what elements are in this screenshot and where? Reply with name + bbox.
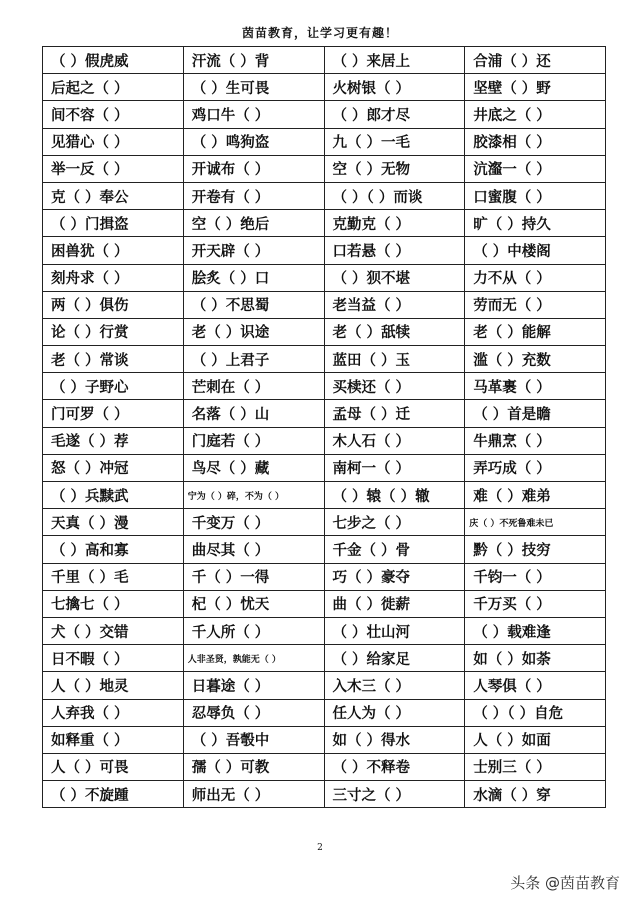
idiom-cell: 忍辱负（ ） xyxy=(183,699,324,726)
table-row xyxy=(43,672,606,699)
table-row xyxy=(43,373,606,400)
table-row xyxy=(43,47,606,74)
idiom-cell: 千变万（ ） xyxy=(183,509,324,536)
idiom-cell: （ ）鸣狗盗 xyxy=(183,128,324,155)
page-header: 茵苗教育，让学习更有趣！ xyxy=(241,26,398,40)
idiom-cell: 劳而无（ ） xyxy=(465,291,606,318)
idiom-cell: 沆瀣一（ ） xyxy=(465,155,606,182)
idiom-cell: 名落（ ）山 xyxy=(183,400,324,427)
idiom-cell: 入木三（ ） xyxy=(324,672,465,699)
idiom-cell: 开卷有（ ） xyxy=(183,182,324,209)
table-row xyxy=(43,74,606,101)
idiom-cell: 老（ ）能解 xyxy=(465,318,606,345)
idiom-cell: 孺（ ）可教 xyxy=(183,753,324,780)
table-row xyxy=(43,291,606,318)
table-row xyxy=(43,264,606,291)
table-body xyxy=(43,47,606,808)
idiom-cell: 千钧一（ ） xyxy=(465,563,606,590)
idiom-cell: 牛鼎烹（ ） xyxy=(465,427,606,454)
idiom-cell: 空（ ）绝后 xyxy=(183,210,324,237)
idiom-cell: 刻舟求（ ） xyxy=(43,264,184,291)
idiom-cell: 如（ ）如荼 xyxy=(465,645,606,672)
table-row xyxy=(43,726,606,753)
table-row xyxy=(43,536,606,563)
idiom-cell: 南柯一（ ） xyxy=(324,454,465,481)
idiom-cell: 合浦（ ）还 xyxy=(465,47,606,74)
idiom-cell: 弄巧成（ ） xyxy=(465,454,606,481)
idiom-cell: 老（ ）舐犊 xyxy=(324,318,465,345)
idiom-cell: （ ）狈不堪 xyxy=(324,264,465,291)
table-row xyxy=(43,101,606,128)
idiom-cell: 力不从（ ） xyxy=(465,264,606,291)
table-row xyxy=(43,509,606,536)
idiom-cell: 买椟还（ ） xyxy=(324,373,465,400)
idiom-cell: 开天辟（ ） xyxy=(183,237,324,264)
idiom-cell: （ ）郎才尽 xyxy=(324,101,465,128)
idiom-cell: 间不容（ ） xyxy=(43,101,184,128)
idiom-cell: （ ）不释卷 xyxy=(324,753,465,780)
idiom-cell: 杞（ ）忧天 xyxy=(183,590,324,617)
idiom-cell: （ ）上君子 xyxy=(183,346,324,373)
idiom-cell: 孟母（ ）迁 xyxy=(324,400,465,427)
idiom-cell: 九（ ）一毛 xyxy=(324,128,465,155)
idiom-cell: 老（ ）常谈 xyxy=(43,346,184,373)
idiom-cell: 芒刺在（ ） xyxy=(183,373,324,400)
idiom-cell: （ ）生可畏 xyxy=(183,74,324,101)
idiom-cell: （ ）辕（ ）辙 xyxy=(324,482,465,509)
idiom-cell: 黔（ ）技穷 xyxy=(465,536,606,563)
idiom-cell: 蓝田（ ）玉 xyxy=(324,346,465,373)
idiom-cell: 汗流（ ）背 xyxy=(183,47,324,74)
idiom-cell: 见猎心（ ） xyxy=(43,128,184,155)
table-row xyxy=(43,237,606,264)
idiom-cell: 木人石（ ） xyxy=(324,427,465,454)
idiom-cell: （ ）高和寡 xyxy=(43,536,184,563)
idiom-cell: 口若悬（ ） xyxy=(324,237,465,264)
idiom-cell: （ ）首是瞻 xyxy=(465,400,606,427)
idiom-cell: 日暮途（ ） xyxy=(183,672,324,699)
idiom-cell: 三寸之（ ） xyxy=(324,781,465,808)
idiom-cell: 脍炙（ ）口 xyxy=(183,264,324,291)
idiom-cell: 坚壁（ ）野 xyxy=(465,74,606,101)
idiom-cell: 人非圣贤，孰能无（ ） xyxy=(183,645,324,672)
idiom-cell: （ ）（ ）自危 xyxy=(465,699,606,726)
idiom-cell: 人（ ）地灵 xyxy=(43,672,184,699)
idiom-cell: 克勤克（ ） xyxy=(324,210,465,237)
idiom-cell: 七步之（ ） xyxy=(324,509,465,536)
table-row xyxy=(43,318,606,345)
idiom-cell: （ ）壮山河 xyxy=(324,617,465,644)
table-row xyxy=(43,753,606,780)
idiom-cell: （ ）载难逢 xyxy=(465,617,606,644)
table-row xyxy=(43,590,606,617)
idiom-cell: 天真（ ）漫 xyxy=(43,509,184,536)
idiom-cell: 门可罗（ ） xyxy=(43,400,184,427)
idiom-cell: 千人所（ ） xyxy=(183,617,324,644)
idiom-cell: 犬（ ）交错 xyxy=(43,617,184,644)
idiom-cell: 人（ ）可畏 xyxy=(43,753,184,780)
idiom-cell: （ ）来居上 xyxy=(324,47,465,74)
idiom-cell: 任人为（ ） xyxy=(324,699,465,726)
idiom-cell: 如（ ）得水 xyxy=(324,726,465,753)
idiom-cell: 困兽犹（ ） xyxy=(43,237,184,264)
table-row xyxy=(43,155,606,182)
idiom-cell: 曲（ ）徙薪 xyxy=(324,590,465,617)
table-row xyxy=(43,454,606,481)
idiom-cell: 千里（ ）毛 xyxy=(43,563,184,590)
idiom-cell: 人弃我（ ） xyxy=(43,699,184,726)
idiom-cell: 胶漆相（ ） xyxy=(465,128,606,155)
idiom-cell: （ ）（ ）而谈 xyxy=(324,182,465,209)
idiom-cell: 两（ ）俱伤 xyxy=(43,291,184,318)
idiom-cell: 老当益（ ） xyxy=(324,291,465,318)
watermark-text: 头条 @茵苗教育 xyxy=(510,874,620,892)
idiom-cell: （ ）门揖盗 xyxy=(43,210,184,237)
idiom-cell: 七擒七（ ） xyxy=(43,590,184,617)
idiom-cell: 曲尽其（ ） xyxy=(183,536,324,563)
idiom-cell: 水滴（ ）穿 xyxy=(465,781,606,808)
table-row xyxy=(43,482,606,509)
idiom-cell: 人（ ）如面 xyxy=(465,726,606,753)
idiom-cell: 千万买（ ） xyxy=(465,590,606,617)
idiom-cell: 如释重（ ） xyxy=(43,726,184,753)
idiom-cell: （ ）吾彀中 xyxy=(183,726,324,753)
idiom-cell: 千金（ ）骨 xyxy=(324,536,465,563)
table-row xyxy=(43,346,606,373)
idiom-cell: （ ）中楼阁 xyxy=(465,237,606,264)
idiom-cell: 克（ ）奉公 xyxy=(43,182,184,209)
idiom-cell: 滥（ ）充数 xyxy=(465,346,606,373)
idiom-cell: 庆（ ）不死鲁难未已 xyxy=(465,509,606,536)
idiom-cell: 巧（ ）豪夺 xyxy=(324,563,465,590)
table-row xyxy=(43,182,606,209)
idiom-cell: 人琴俱（ ） xyxy=(465,672,606,699)
table-row xyxy=(43,400,606,427)
idiom-cell: （ ）假虎威 xyxy=(43,47,184,74)
idiom-cell: （ ）兵黩武 xyxy=(43,482,184,509)
idiom-cell: 井底之（ ） xyxy=(465,101,606,128)
table-row xyxy=(43,699,606,726)
idiom-cell: 难（ ）难弟 xyxy=(465,482,606,509)
idiom-cell: 旷（ ）持久 xyxy=(465,210,606,237)
idiom-cell: 鸟尽（ ）藏 xyxy=(183,454,324,481)
idiom-cell: （ ）子野心 xyxy=(43,373,184,400)
idiom-cell: 老（ ）识途 xyxy=(183,318,324,345)
page-number: 2 xyxy=(317,843,323,853)
idiom-cell: 后起之（ ） xyxy=(43,74,184,101)
table-row xyxy=(43,617,606,644)
idiom-cell: 毛遂（ ）荐 xyxy=(43,427,184,454)
idiom-cell: 士别三（ ） xyxy=(465,753,606,780)
table-row xyxy=(43,563,606,590)
idiom-cell: 门庭若（ ） xyxy=(183,427,324,454)
idiom-cell: 开诚布（ ） xyxy=(183,155,324,182)
idiom-cell: 鸡口牛（ ） xyxy=(183,101,324,128)
idiom-cell: 火树银（ ） xyxy=(324,74,465,101)
table-row xyxy=(43,210,606,237)
idiom-cell: 怒（ ）冲冠 xyxy=(43,454,184,481)
idiom-cell: 日不暇（ ） xyxy=(43,645,184,672)
idiom-cell: 论（ ）行赏 xyxy=(43,318,184,345)
idiom-cell: 举一反（ ） xyxy=(43,155,184,182)
idiom-cell: 马革裹（ ） xyxy=(465,373,606,400)
idiom-cell: 师出无（ ） xyxy=(183,781,324,808)
table-row xyxy=(43,128,606,155)
table-row xyxy=(43,427,606,454)
idiom-cell: （ ）不思蜀 xyxy=(183,291,324,318)
table-row xyxy=(43,781,606,808)
idiom-cell: （ ）不旋踵 xyxy=(43,781,184,808)
table-row xyxy=(43,645,606,672)
idiom-cell: 空（ ）无物 xyxy=(324,155,465,182)
idiom-cell: 宁为（ ）碎，不为（ ） xyxy=(183,482,324,509)
idiom-cell: 口蜜腹（ ） xyxy=(465,182,606,209)
idiom-fill-blank-table xyxy=(42,46,606,808)
idiom-cell: 千（ ）一得 xyxy=(183,563,324,590)
idiom-cell: （ ）给家足 xyxy=(324,645,465,672)
